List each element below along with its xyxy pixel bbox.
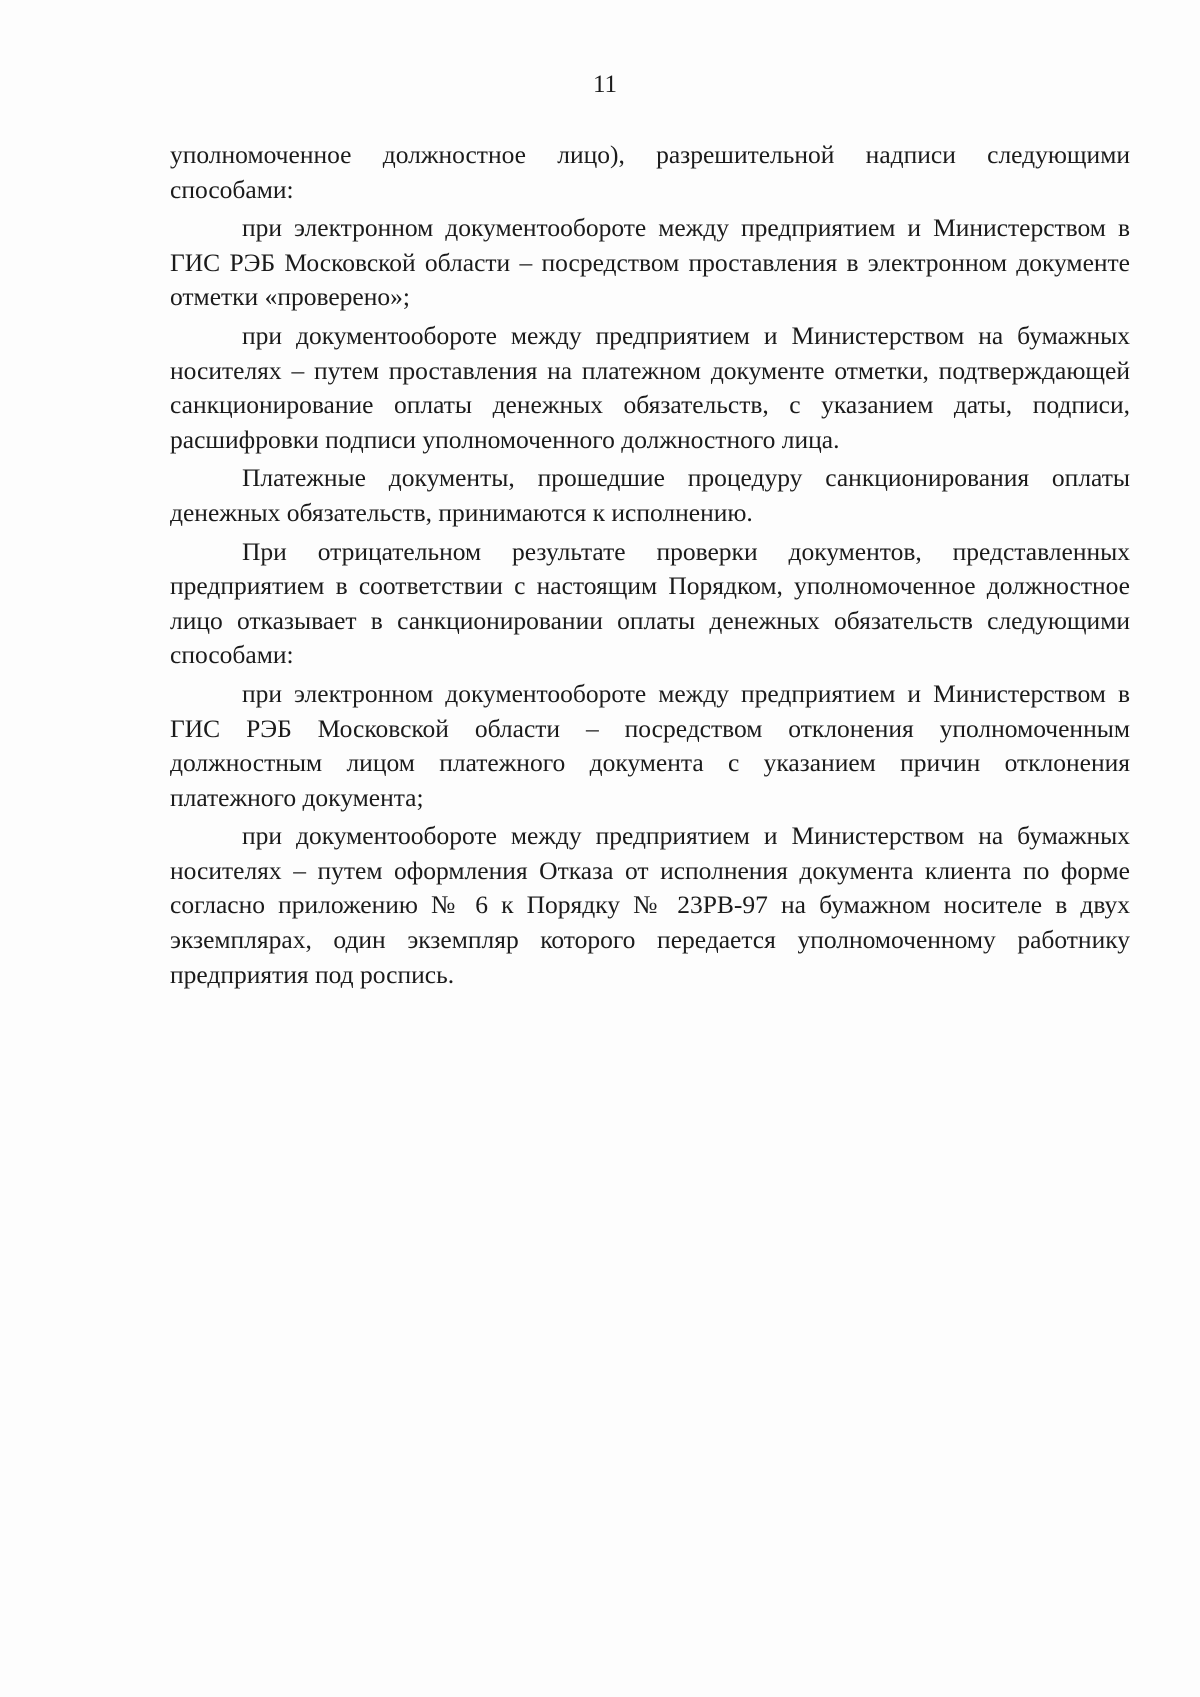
paragraph-electronic-rejection: при электронном документообороте между предприятием и Министерством в ГИС РЭБ Московской области – посредством отклонения уполномоченным должностным лицом платежного документа с указанием причин отклонения платежного документа; <box>170 678 1130 812</box>
paragraph-negative-result: При отрицательном результате проверки документов, представленных предприятием в соответствии с настоящим Порядком, уполномоченное должностное лицо отказывает в санкционировании оплаты денежных обязательств следующими способами: <box>170 536 1130 670</box>
paragraph-accepted-documents: Платежные документы, прошедшие процедуру санкционирования оплаты денежных обязательств, принимаются к исполнению. <box>170 463 1130 527</box>
paragraph-paper-rejection: при документообороте между предприятием и Министерством на бумажных носителях – путем оформления Отказа от исполнения документа клиента по форме согласно приложению № 6 к Порядку № 23РВ-97 на бумажном носителе в двух экземплярах, один экземпляр которого передается уполномоченному работнику предприятия под роспись. <box>170 821 1130 989</box>
paragraph-paper-approval: при документообороте между предприятием и Министерством на бумажных носителях – путем проставления на платежном документе отметки, подтверждающей санкционирование оплаты денежных обязательств, с указанием даты, подписи, расшифровки подписи уполномоченного должностного лица. <box>170 320 1130 454</box>
paragraph-electronic-approval: при электронном документообороте между предприятием и Министерством в ГИС РЭБ Московской области – посредством проставления в электронном документе отметки «проверено»; <box>170 213 1130 312</box>
paragraph-continuation: уполномоченное должностное лицо), разрешительной надписи следующими способами: <box>170 140 1130 204</box>
document-body <box>170 138 1130 996</box>
page-number: 11 <box>592 71 618 98</box>
